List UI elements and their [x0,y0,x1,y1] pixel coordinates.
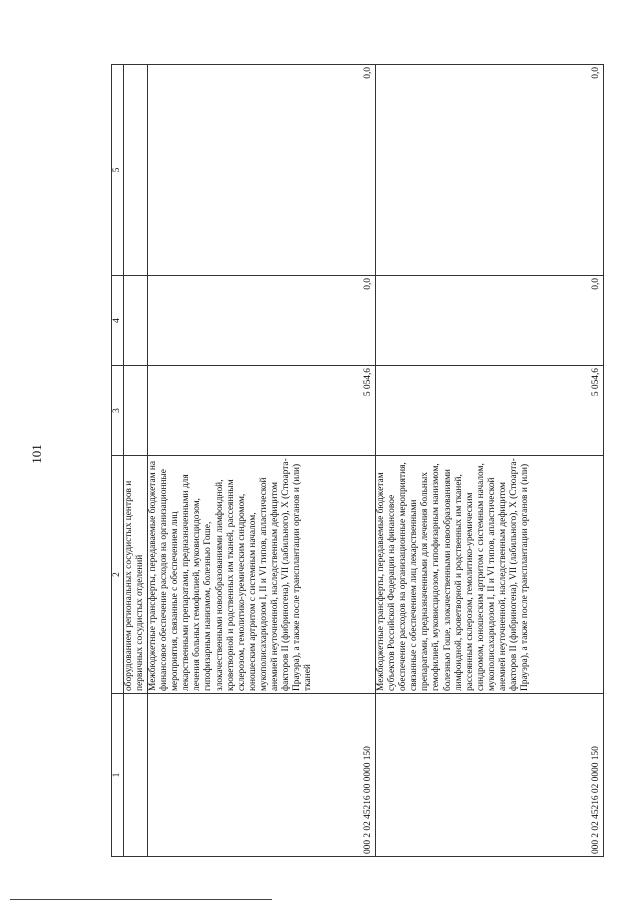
row-col3: 5 054,6 [148,366,376,456]
header-col-4: 4 [112,276,124,366]
row-code: 000 2 02 45216 00 0000 150 [148,694,376,857]
description-line: Межбюджетные трансферты, передаваемые бюджетам [376,472,386,691]
description-line: гемофилией, муковисцидозом, гипофизарным нанизмом, [431,463,442,691]
row-col3: 5 054,6 [376,366,604,456]
description-line: факторов II (фибриногена), VII (лабильного), X (Стюарта- [281,458,292,691]
description-line: анемией неуточненной, наследственным дефицитом [270,482,281,691]
description-line: тканей [303,664,314,691]
table-row [376,65,604,857]
description-line: Прауэра), а также после трансплантации органов и (или) [520,463,531,691]
header-col-2: 2 [112,456,124,694]
description-line: лекарственными препаратами, предназначенными для [181,474,192,691]
row-col4: 0,0 [148,276,376,366]
description-line: лечения больных гемофилией, муковисцидозом, [192,498,203,691]
row-description [124,456,148,694]
description-line: обеспечение расходов на организационные мероприятия, [398,462,409,691]
description-line: первичных сосудистых отделений [135,554,146,691]
description-line: рассеянным склерозом, гемолитико-уремическим [464,492,475,691]
table-row-continuation [124,65,148,857]
description-line: склерозом, гемолитико-уремическим синдромом, [236,493,247,691]
description-line: мероприятия, связанные с обеспечением лиц [170,511,181,691]
row-col5: 0,0 [148,65,376,276]
footnote-rule [10,899,272,900]
description-line: финансовое обеспечение расходов на организационные [159,469,170,691]
description-line: субъектов Российской Федерации на финансовое [387,494,398,691]
row-description [376,456,604,694]
description-line: анемией неуточненной, наследственным дефицитом [498,482,509,691]
description-line: Межбюджетные трансферты, передаваемые бюджетам на [148,460,158,691]
row-col5: 0,0 [376,65,604,276]
description-line: Прауэра), а также после трансплантации органов и (или) [292,463,303,691]
page-number: 101 [29,444,44,464]
description-line: препаратами, предназначенными для лечения больных [420,472,431,691]
header-col-5: 5 [112,65,124,276]
budget-table [111,64,604,857]
row-description [148,456,376,694]
description-line: болезнью Гоше, злокачественными новообразованиями [442,469,453,691]
description-line: мукополисахаридозом I, II и VI типов, апластической [258,477,269,691]
row-code [124,694,148,857]
table-row [148,65,376,857]
rotated-table-page [111,65,603,857]
row-col3 [124,366,148,456]
description-line: синдромом, юношеским артритом с системным началом, [475,463,486,691]
description-line: злокачественными новообразованиями лимфоидной, [214,479,225,691]
description-line: юношеским артритом с системным началом, [247,512,258,691]
description-line: кроветворной и родственных им тканей, рассеянным [225,479,236,691]
header-row [112,65,124,857]
description-line: гипофизарным нанизмом, болезнью Гоше, [203,521,214,691]
description-line: мукополисахаридозом I, II и VI типов, апластической [486,477,497,691]
description-line: связанные с обеспечением лиц лекарственными [409,499,420,691]
description-line: факторов II (фибриногена), VII (лабильного), X (Стюарта- [509,458,520,691]
header-col-1: 1 [112,694,124,857]
row-code: 000 2 02 45216 02 0000 150 [376,694,604,857]
row-col4: 0,0 [376,276,604,366]
header-col-3: 3 [112,366,124,456]
row-col5 [124,65,148,276]
row-col4 [124,276,148,366]
description-line: лимфоидной, кроветворной и родственных им тканей, [453,474,464,691]
description-line: оборудованием региональных сосудистых центров и [124,480,134,691]
